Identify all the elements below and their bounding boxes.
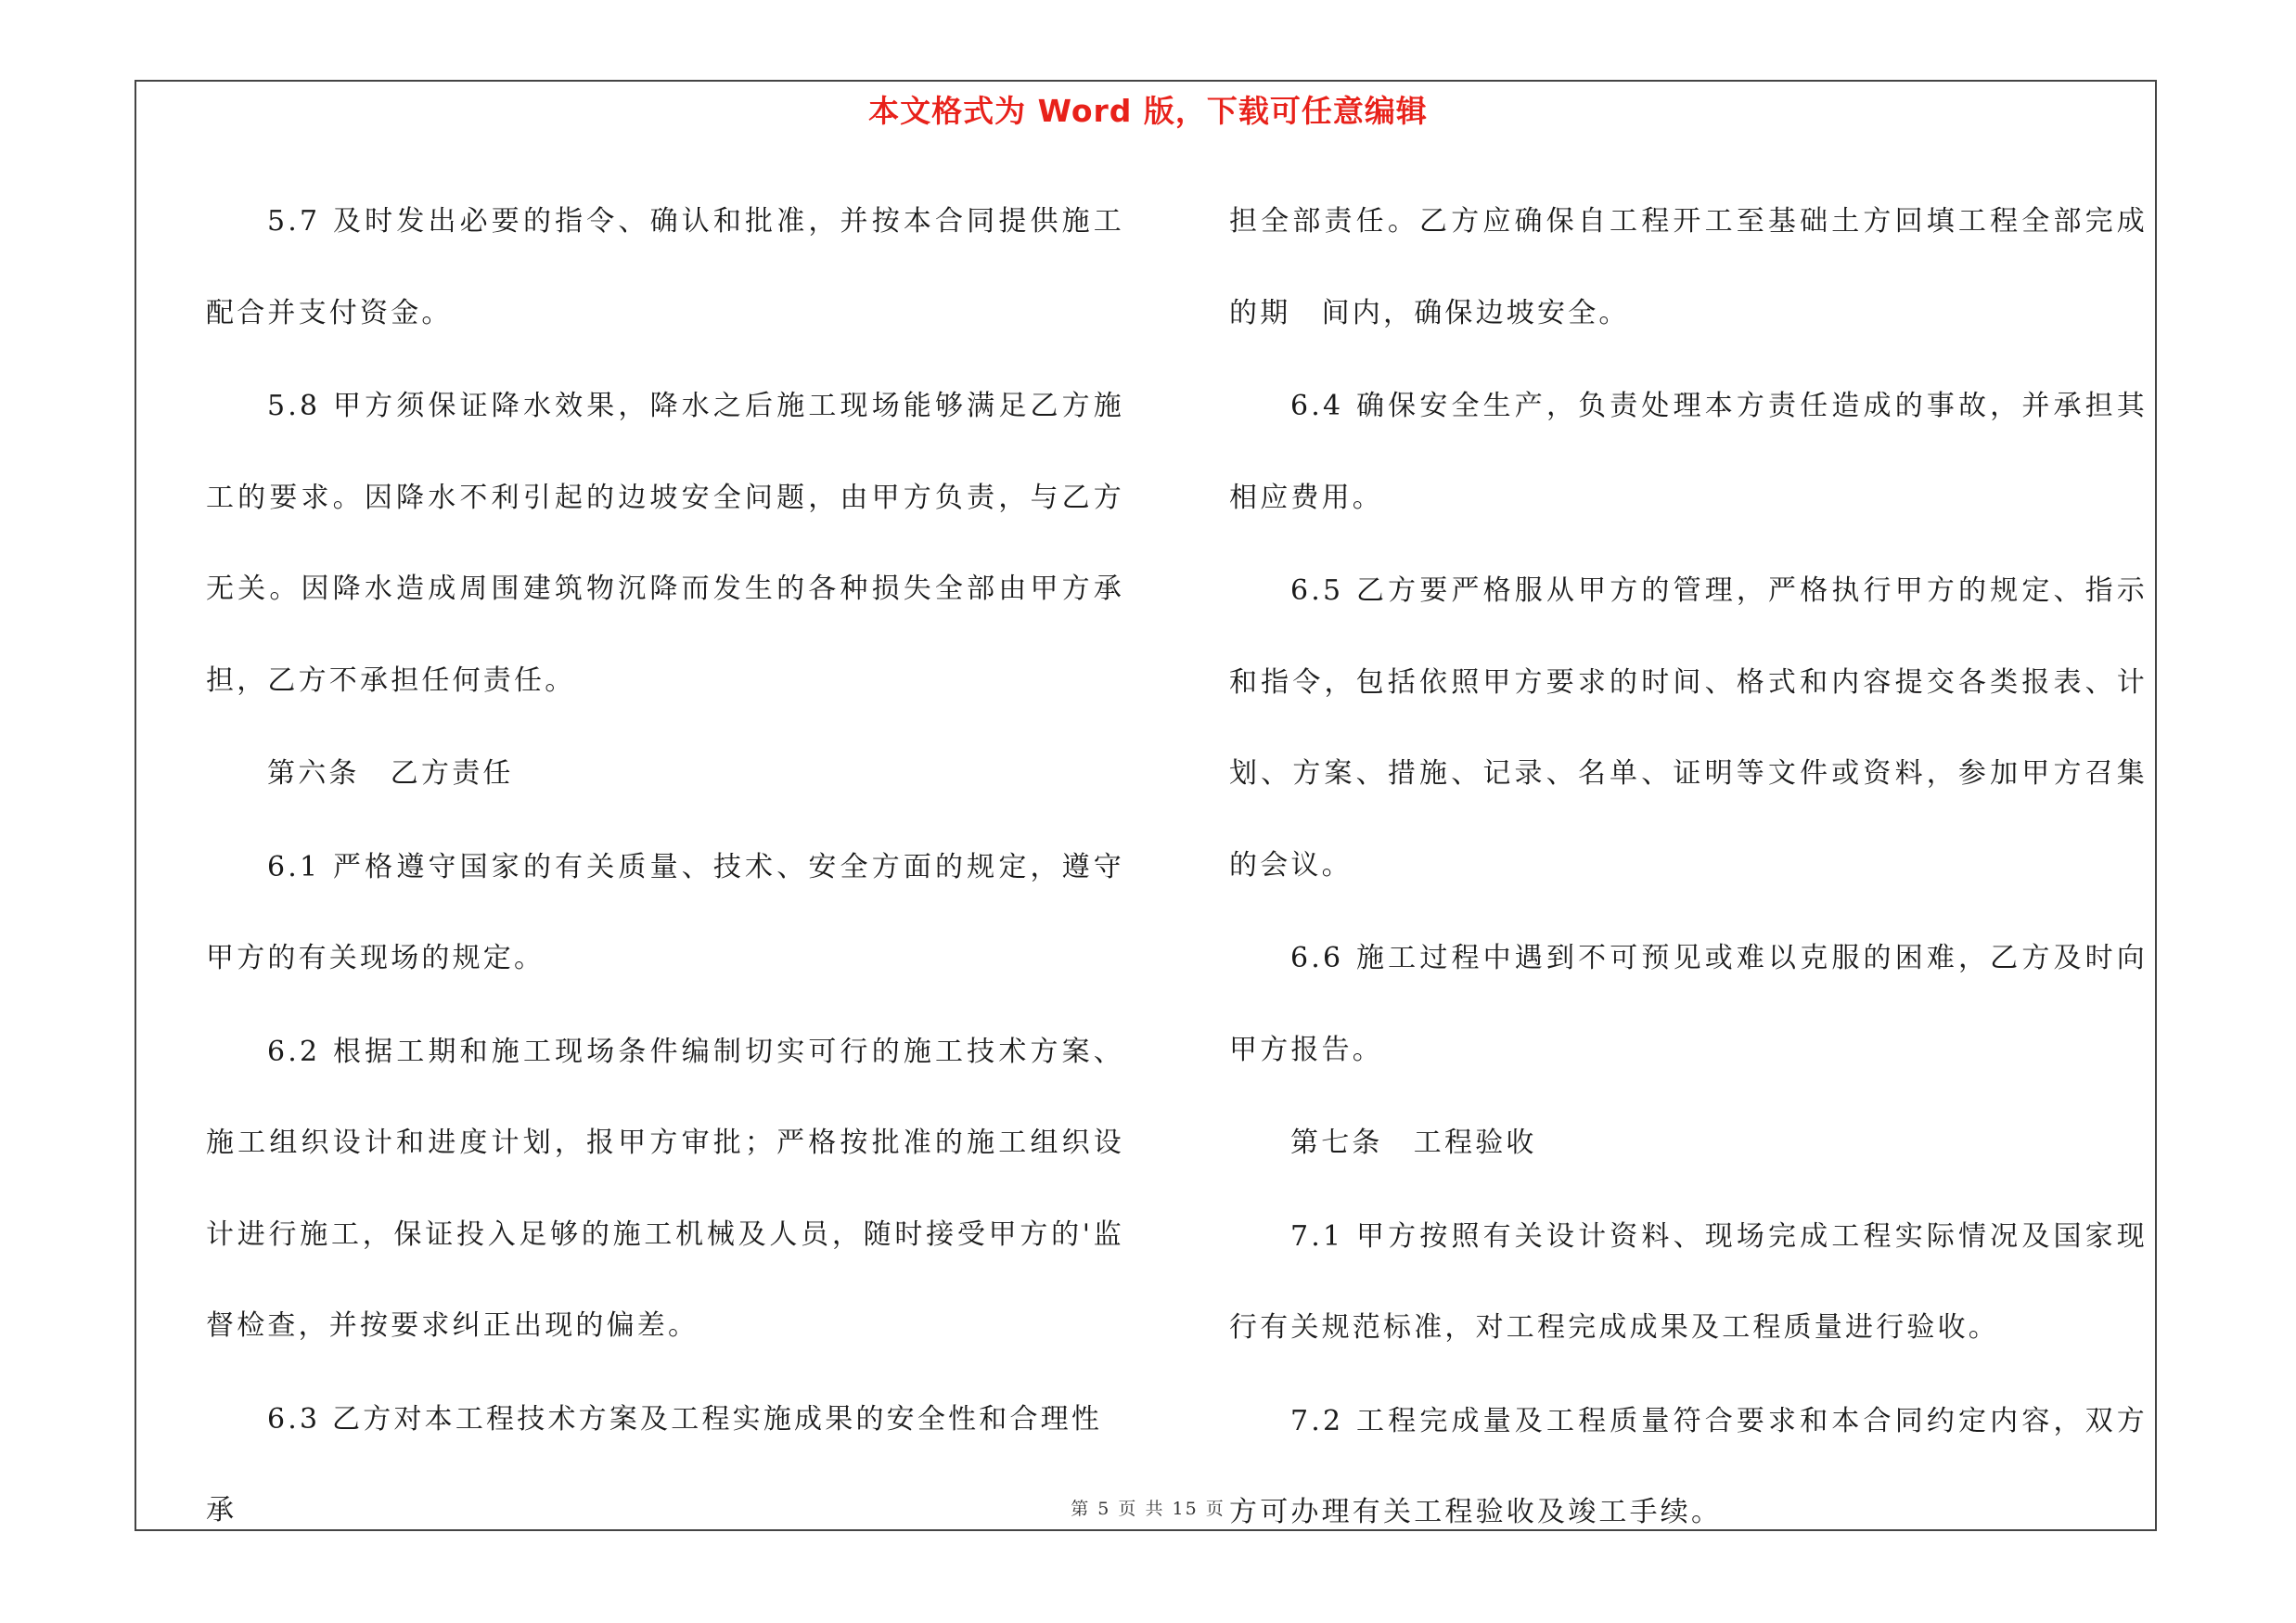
- clause-6-6: 6.6 施工过程中遇到不可预见或难以克服的困难，乙方及时向甲方报告。: [1229, 942, 2148, 1066]
- article-6-heading: 第六条 乙方责任: [267, 757, 514, 790]
- clause-7-2: 7.2 工程完成量及工程质量符合要求和本合同约定内容，双方方可办理有关工程验收及竣工手续。: [1229, 1404, 2148, 1528]
- clause-6-1: 6.1 严格遵守国家的有关质量、技术、安全方面的规定，遵守甲方的有关现场的规定。: [206, 850, 1124, 974]
- clause-6-2: 6.2 根据工期和施工现场条件编制切实可行的施工技术方案、施工组织设计和进度计划，报甲方审批；严格按批准的施工组织设计进行施工，保证投入足够的施工机械及人员，随时接受甲方的'监督检查，并按要求纠正出现的偏差。: [206, 1035, 1124, 1342]
- page-number-footer: 第 5 页 共 15 页: [1071, 1499, 1225, 1519]
- word-format-banner: 本文格式为 Word 版，下载可任意编辑: [868, 93, 1428, 129]
- clause-6-5: 6.5 乙方要严格服从甲方的管理，严格执行甲方的规定、指示和指令，包括依照甲方要求的时间、格式和内容提交各类报表、计划、方案、措施、记录、名单、证明等文件或资料，参加甲方召集的会议。: [1229, 574, 2148, 882]
- clause-5-8: 5.8 甲方须保证降水效果，降水之后施工现场能够满足乙方施工的要求。因降水不利引起的边坡安全问题，由甲方负责，与乙方无关。因降水造成周围建筑物沉降而发生的各种损失全部由甲方承担，乙方不承担任何责任。: [206, 390, 1124, 697]
- right-column: [1229, 176, 2148, 1561]
- clause-7-1: 7.1 甲方按照有关设计资料、现场完成工程实际情况及国家现行有关规范标准，对工程完成成果及工程质量进行验收。: [1229, 1219, 2148, 1344]
- article-7-heading: 第七条 工程验收: [1290, 1127, 1537, 1159]
- clause-6-4: 6.4 确保安全生产，负责处理本方责任造成的事故，并承担其相应费用。: [1229, 390, 2148, 514]
- clause-5-7: 5.7 及时发出必要的指令、确认和批准，并按本合同提供施工配合并支付资金。: [206, 205, 1124, 329]
- clause-6-3-continued: 担全部责任。乙方应确保自工程开工至基础土方回填工程全部完成的期 间内，确保边坡安全。: [1229, 205, 2148, 329]
- clause-6-3-start: 6.3 乙方对本工程技术方案及工程实施成果的安全性和合理性承: [206, 1402, 1103, 1526]
- left-column: [206, 176, 1124, 1559]
